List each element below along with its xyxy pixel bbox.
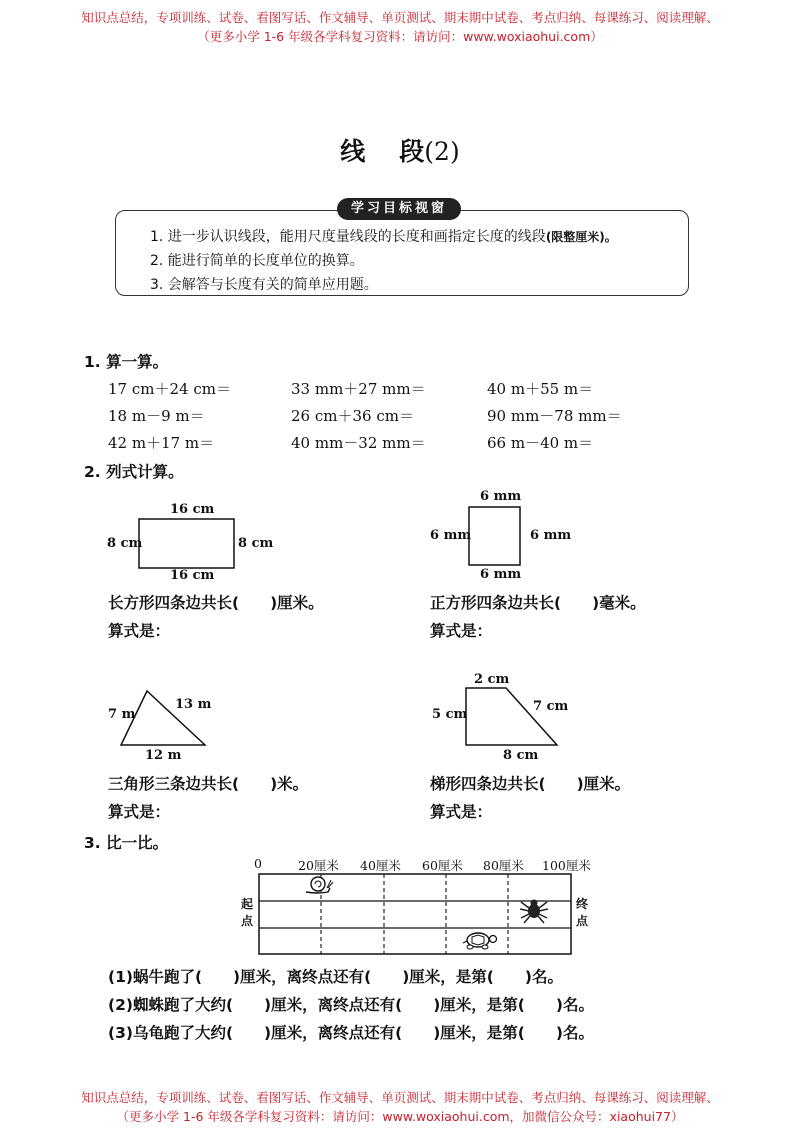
square-shape — [469, 507, 520, 565]
calc-r1-c1: 17 cm＋24 cm＝ — [108, 380, 231, 398]
calc-r1-c3: 40 m＋55 m＝ — [487, 380, 594, 398]
learning-goals-tab: 学习目标视窗 — [337, 198, 461, 220]
trapezoid-slant-label: 7 cm — [533, 699, 569, 714]
calc-r2-c3: 90 mm－78 mm＝ — [487, 407, 622, 425]
q3-heading: 3. 比一比。 — [84, 834, 169, 852]
square-left-label: 6 mm — [430, 528, 472, 543]
calc-r2-c1: 18 m－9 m＝ — [108, 407, 205, 425]
square-top-label: 6 mm — [480, 489, 522, 504]
title-part2: 段 — [399, 137, 425, 166]
q2-heading: 2. 列式计算。 — [84, 463, 184, 481]
end-label: 终点 — [576, 897, 589, 928]
q3-question-1: (1)蜗牛跑了( )厘米，离终点还有( )厘米，是第( )名。 — [108, 968, 563, 986]
ruler-label-40: 40厘米 — [360, 858, 401, 873]
rect-right-label: 8 cm — [238, 536, 274, 551]
q1-heading: 1. 算一算。 — [84, 353, 169, 371]
title-part1: 线 — [340, 137, 366, 166]
trapezoid-bottom-label: 8 cm — [503, 748, 539, 763]
trapezoid-left-label: 5 cm — [432, 707, 468, 722]
ruler-label-80: 80厘米 — [483, 858, 524, 873]
goal-item-2: 2. 能进行简单的长度单位的换算。 — [150, 253, 364, 269]
square-bottom-label: 6 mm — [480, 567, 522, 582]
trapezoid-question: 梯形四条边共长( )厘米。 — [430, 775, 631, 793]
top-banner-line2[interactable]: （更多小学 1-6 年级各学科复习资料：请访问：www.woxiaohui.com） — [197, 29, 603, 44]
bottom-banner-line1: 知识点总结，专项训练、试卷、看图写话、作文辅导、单页测试、期末期中试卷、考点归纳、每课练习、阅读理解、 — [81, 1090, 719, 1105]
triangle-hyp-label: 13 m — [175, 697, 212, 712]
square-formula-label: 算式是： — [430, 622, 493, 640]
calc-r2-c2: 26 cm＋36 cm＝ — [291, 407, 414, 425]
triangle-bottom-label: 12 m — [145, 748, 182, 763]
spider-icon — [520, 900, 548, 924]
bottom-banner-line2[interactable]: （更多小学 1-6 年级各学科复习资料：请访问：www.woxiaohui.com，加微信公众号：xiaohui77） — [116, 1109, 684, 1124]
calc-r3-c1: 42 m＋17 m＝ — [108, 434, 215, 452]
rect-left-label: 8 cm — [107, 536, 143, 551]
triangle-formula-label: 算式是： — [108, 803, 171, 821]
square-right-label: 6 mm — [530, 528, 572, 543]
rect-top-label: 16 cm — [170, 502, 215, 517]
square-question: 正方形四条边共长( )毫米。 — [430, 594, 646, 612]
trapezoid-shape — [466, 688, 557, 745]
rect-question: 长方形四条边共长( )厘米。 — [108, 594, 324, 612]
calc-r3-c2: 40 mm－32 mm＝ — [291, 434, 426, 452]
triangle-question: 三角形三条边共长( )米。 — [108, 775, 309, 793]
turtle-icon — [463, 933, 497, 949]
snail-icon — [306, 877, 333, 893]
calc-r3-c3: 66 m－40 m＝ — [487, 434, 594, 452]
rect-bottom-label: 16 cm — [170, 568, 215, 583]
goal-item-1-text: 1. 进一步认识线段，能用尺度量线段的长度和画指定长度的线段 — [150, 229, 546, 245]
start-label: 起点 — [241, 897, 254, 928]
trapezoid-formula-label: 算式是： — [430, 803, 493, 821]
title-number: (2) — [424, 137, 460, 166]
q3-question-2: (2)蜘蛛跑了大约( )厘米，离终点还有( )厘米，是第( )名。 — [108, 996, 594, 1014]
goal-item-1-note: (限整厘米)。 — [545, 230, 617, 244]
triangle-left-label: 7 m — [108, 707, 136, 722]
ruler-label-20: 20厘米 — [298, 858, 339, 873]
ruler-label-100: 100厘米 — [542, 858, 591, 873]
ruler-label-60: 60厘米 — [422, 858, 463, 873]
q3-question-3: (3)乌龟跑了大约( )厘米，离终点还有( )厘米，是第( )名。 — [108, 1024, 594, 1042]
rect-formula-label: 算式是： — [108, 622, 171, 640]
bottom-banner — [0, 1088, 800, 1126]
trapezoid-top-label: 2 cm — [474, 672, 510, 687]
goal-item-3: 3. 会解答与长度有关的简单应用题。 — [150, 277, 378, 293]
race-grid — [259, 874, 571, 954]
calc-r1-c2: 33 mm＋27 mm＝ — [291, 380, 426, 398]
rectangle-shape — [139, 519, 234, 568]
top-banner-line1: 知识点总结，专项训练、试卷、看图写话、作文辅导、单页测试、期末期中试卷、考点归纳、每课练习、阅读理解、 — [81, 10, 719, 25]
ruler-label-0: 0 — [254, 856, 262, 871]
